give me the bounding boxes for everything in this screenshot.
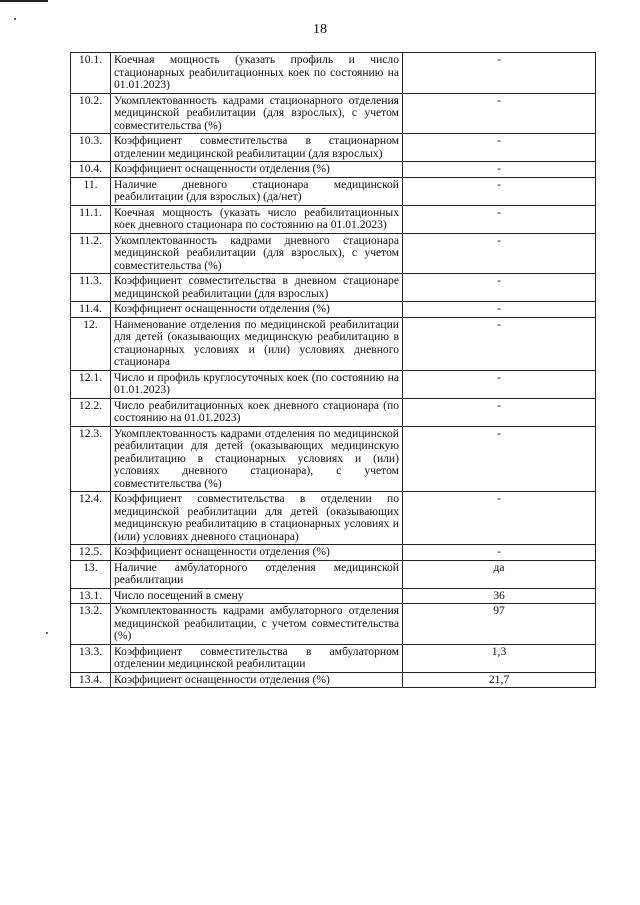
- indicator-value: -: [403, 53, 596, 94]
- table-row: [71, 177, 596, 205]
- indicator-label: Наличие амбулаторного отделения медицинской реабилитации: [111, 560, 403, 588]
- table-row: [71, 274, 596, 302]
- indicator-value: 1,3: [403, 644, 596, 672]
- row-number: 13.1.: [71, 588, 111, 604]
- table-row: [71, 134, 596, 162]
- row-number: 10.1.: [71, 53, 111, 94]
- indicator-label: Коечная мощность (указать число реабилитационных коек дневного стационара по состоянию на 01.01.2023): [111, 205, 403, 233]
- indicator-table: [70, 52, 596, 688]
- row-number: 13.: [71, 560, 111, 588]
- table-row: [71, 492, 596, 545]
- row-number: 12.3.: [71, 426, 111, 492]
- table-row: [71, 302, 596, 318]
- row-number: 12.1.: [71, 370, 111, 398]
- row-number: 11.2.: [71, 233, 111, 274]
- indicator-label: Укомплектованность кадрами отделения по медицинской реабилитации для детей (оказывающих медицинскую реабилитацию в стационарных условиях и (или) условиях дневного стационара), с учетом совместительства (%): [111, 426, 403, 492]
- indicator-value: -: [403, 177, 596, 205]
- table-row: [71, 588, 596, 604]
- indicator-label: Наличие дневного стационара медицинской реабилитации (для взрослых) (да/нет): [111, 177, 403, 205]
- row-number: 13.2.: [71, 604, 111, 645]
- indicator-value: -: [403, 93, 596, 134]
- indicator-label: Укомплектованность кадрами стационарного отделения медицинской реабилитации (для взрослых), с учетом совместительства (%): [111, 93, 403, 134]
- row-number: 10.3.: [71, 134, 111, 162]
- row-number: 11.1.: [71, 205, 111, 233]
- indicator-label: Коэффициент оснащенности отделения (%): [111, 672, 403, 688]
- indicator-value: -: [403, 233, 596, 274]
- row-number: 10.2.: [71, 93, 111, 134]
- table-row: [71, 604, 596, 645]
- indicator-label: Укомплектованность кадрами амбулаторного отделения медицинской реабилитации, с учетом совместительства (%): [111, 604, 403, 645]
- table-row: [71, 545, 596, 561]
- table-row: [71, 560, 596, 588]
- page-number: 18: [313, 22, 327, 37]
- indicator-value: -: [403, 398, 596, 426]
- indicator-value: -: [403, 134, 596, 162]
- indicator-label: Число реабилитационных коек дневного стационара (по состоянию на 01.01.2023): [111, 398, 403, 426]
- indicator-label: Коэффициент совместительства в амбулаторном отделении медицинской реабилитации: [111, 644, 403, 672]
- indicator-value: -: [403, 162, 596, 178]
- table-row: [71, 317, 596, 370]
- table-row: [71, 53, 596, 94]
- indicator-value: -: [403, 205, 596, 233]
- indicator-label: Число и профиль круглосуточных коек (по состоянию на 01.01.2023): [111, 370, 403, 398]
- row-number: 13.4.: [71, 672, 111, 688]
- table-row: [71, 162, 596, 178]
- row-number: 11.3.: [71, 274, 111, 302]
- indicator-value: -: [403, 317, 596, 370]
- indicator-value: 21,7: [403, 672, 596, 688]
- indicator-value: -: [403, 370, 596, 398]
- row-number: 10.4.: [71, 162, 111, 178]
- indicator-value: -: [403, 492, 596, 545]
- indicator-value: -: [403, 426, 596, 492]
- indicator-label: Коэффициент оснащенности отделения (%): [111, 302, 403, 318]
- table-row: [71, 233, 596, 274]
- row-number: 12.5.: [71, 545, 111, 561]
- row-number: 11.4.: [71, 302, 111, 318]
- indicator-value: -: [403, 302, 596, 318]
- indicator-label: Коечная мощность (указать профиль и число стационарных реабилитационных коек по состоянию на 01.01.2023): [111, 53, 403, 94]
- indicator-value: 97: [403, 604, 596, 645]
- row-number: 12.: [71, 317, 111, 370]
- table-row: [71, 93, 596, 134]
- indicator-value: -: [403, 545, 596, 561]
- scan-speck: [14, 18, 16, 20]
- indicator-label: Коэффициент оснащенности отделения (%): [111, 545, 403, 561]
- table-row: [71, 205, 596, 233]
- indicator-label: Коэффициент совместительства в отделении по медицинской реабилитации для детей (оказывающих медицинскую реабилитацию в стационарных условиях и (или) условиях дневного стационара): [111, 492, 403, 545]
- indicator-value: 36: [403, 588, 596, 604]
- scan-speck: [46, 632, 48, 634]
- indicator-label: Коэффициент совместительства в стационарном отделении медицинской реабилитации (для взрослых): [111, 134, 403, 162]
- row-number: 13.3.: [71, 644, 111, 672]
- indicator-label: Число посещений в смену: [111, 588, 403, 604]
- table-row: [71, 672, 596, 688]
- table-row: [71, 398, 596, 426]
- table-body: [71, 53, 596, 688]
- indicator-label: Коэффициент оснащенности отделения (%): [111, 162, 403, 178]
- row-number: 11.: [71, 177, 111, 205]
- scan-artifact-line: [0, 0, 48, 2]
- row-number: 12.4.: [71, 492, 111, 545]
- table-row: [71, 426, 596, 492]
- table-row: [71, 370, 596, 398]
- indicator-value: -: [403, 274, 596, 302]
- indicator-label: Коэффициент совместительства в дневном стационаре медицинской реабилитации (для взрослых): [111, 274, 403, 302]
- table-row: [71, 644, 596, 672]
- indicator-label: Наименование отделения по медицинской реабилитации для детей (оказывающих медицинскую реабилитацию в стационарных условиях и (или) условиях дневного стационара: [111, 317, 403, 370]
- row-number: 12.2.: [71, 398, 111, 426]
- indicator-label: Укомплектованность кадрами дневного стационара медицинской реабилитации (для взрослых), с учетом совместительства (%): [111, 233, 403, 274]
- indicator-value: да: [403, 560, 596, 588]
